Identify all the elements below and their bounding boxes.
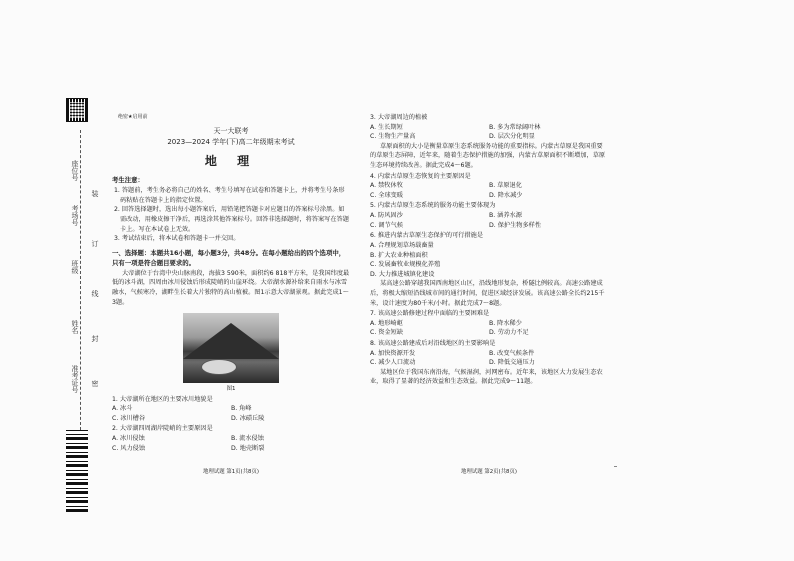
binding-label-name: 姓名 [71, 320, 79, 334]
question-options [370, 181, 608, 200]
passage: 草原面积的大小是衡量草原生态系统服务功能的重要指标。内蒙古草原是我国重要的草原生态屏障，近年来，随着生态保护措施的加强，内蒙古草原面积不断增加，草原生态环境持续改善。据此完成4～6题。 [370, 142, 606, 170]
option: A. 加快资源开发 [370, 349, 416, 357]
page-footer-right: 地理试题 第2页(共8页) [461, 469, 517, 475]
lake-shape [201, 359, 237, 375]
question-options [370, 319, 608, 338]
option: D. 大力推进城镇化建设 [370, 270, 435, 278]
option: B. 涵养水源 [489, 212, 522, 220]
note-item: 1. 答题前，考生务必将自己的姓名、考生号填写在试卷和答题卡上，并将考生号条形码粘贴在答题卡上的指定位置。 [114, 187, 345, 204]
option: A. 生长期短 [370, 123, 403, 131]
figure-photo [183, 313, 279, 383]
passage: 大帝湖位于台湾中央山脉南段，海拔3 590米，面积约6 818平方米，是我国纬度最低的冰斗湖，四周由冰川侵蚀后形成陡峭的山崖环绕。大帝湖水源补给来自雨水与冰雪融水，气候寒冷，湖畔生长着大片独特的高山植被。图1示意大帝湖景观。据此完成1～3题。 [112, 269, 350, 306]
option: D. 地壳断裂 [231, 444, 265, 452]
option: D. 冰碛丘陵 [231, 414, 265, 422]
qr-code [66, 98, 88, 122]
option: A. 合理规划草场载畜量 [370, 241, 434, 249]
section-heading: 一、选择题：本题共16小题，每小题3分，共48分。在每小题给出的四个选项中，只有一项是符合题目要求的。 [112, 248, 346, 267]
subject-title: 地 理 [204, 153, 258, 168]
question-options [370, 241, 608, 279]
option: C. 资金短缺 [370, 329, 404, 337]
barcode [66, 430, 88, 512]
question-stem: 6. 推进内蒙古草原生态保护的可行措施是 [370, 232, 484, 240]
exam-year: 2023—2024 学年(下)高二年级期末考试 [167, 137, 295, 146]
question-stem: 7. 该高速公路修建过程中面临的主要困难是 [370, 310, 490, 318]
option: C. 生物生产量高 [370, 133, 416, 141]
option: B. 草原退化 [489, 182, 522, 190]
binding-label-id: 准考证号 [71, 365, 79, 393]
passage: 某地区位于我国东南沿海，气候湿润，河网密布。近年来，该地区大力发展生态农业，取得了显著的经济效益和生态效益。据此完成9～11题。 [370, 368, 603, 386]
option: B. 多为常绿阔叶林 [489, 123, 541, 131]
question-stem: 4. 内蒙古草原生态恢复的主要原因是 [370, 172, 471, 180]
option: C. 减少人口流动 [370, 359, 416, 367]
option: A. 禁牧休牧 [370, 182, 403, 190]
option: B. 降水稀少 [489, 319, 522, 327]
option: D. 层次分化明显 [489, 133, 535, 141]
question-stem: 1. 大帝湖所在地区的主要冰川地貌是 [112, 395, 213, 403]
option: D. 降低交通压力 [489, 359, 535, 367]
binding-word: 封 [91, 335, 99, 342]
option: A. 冰斗 [112, 405, 133, 413]
binding-label-seat: 座位号 [71, 160, 79, 181]
option: A. 冰川侵蚀 [112, 435, 145, 443]
option: C. 冰川槽谷 [112, 414, 146, 422]
option: B. 改变气候条件 [489, 349, 535, 357]
notes-title: 考生注意： [112, 176, 144, 185]
question-options [370, 349, 608, 368]
binding-label-room: 考场号 [71, 205, 79, 226]
figure-caption: 图1 [226, 386, 236, 393]
exam-name: 天一大联考 [213, 127, 249, 135]
option: A. 防风固沙 [370, 212, 403, 220]
binding-word: 装 [91, 190, 99, 197]
binding-word: 密 [91, 380, 99, 387]
option: C. 调节气候 [370, 221, 404, 229]
binding-word: 线 [91, 290, 99, 297]
passage: 某高速公路穿越我国西南地区山区，沿线地形复杂，桥隧比例较高。高速公路建成后，将极大缩短沿线城市间的通行时间，促进区域经济发展。该高速公路全长约215千米，设计速度为80千米/小时。据此完成7～8题。 [370, 280, 605, 307]
binding-line [80, 130, 81, 430]
right-page [370, 112, 608, 387]
option: B. 扩大农业种植面积 [370, 251, 428, 259]
page-footer-left: 地理试题 第1页(共8页) [203, 469, 259, 475]
question-stem: 5. 内蒙古草原生态系统的服务功能主要体现为 [370, 202, 496, 210]
option: C. 发展畜牧业规模化养殖 [370, 261, 441, 269]
binding-label-class: 班级 [71, 260, 79, 274]
option: B. 角峰 [231, 405, 252, 413]
confidential-tag: 绝密★启用前 [118, 114, 148, 120]
question-stem: 8. 该高速公路建成后对沿线地区的主要影响是 [370, 340, 496, 348]
option: A. 地形崎岖 [370, 319, 403, 327]
scan-mark [614, 466, 617, 467]
option: D. 保护生物多样性 [489, 221, 542, 229]
question-options [370, 123, 608, 142]
note-item: 2. 回答选择题时，选出每小题答案后，用铅笔把答题卡对应题目的答案标号涂黑。如需改动，用橡皮擦干净后，再选涂其他答案标号。回答非选择题时，将答案写在答题卡上。写在本试卷上无效。 [114, 206, 349, 233]
left-page [112, 112, 350, 453]
question-options [370, 211, 608, 230]
binding-word: 订 [91, 240, 99, 247]
question-stem: 3. 大帝湖周边的植被 [370, 114, 428, 121]
option: C. 风力侵蚀 [112, 444, 146, 452]
option: D. 劳动力不足 [489, 329, 529, 337]
option: D. 降水减少 [489, 191, 523, 199]
option: B. 流水侵蚀 [231, 435, 264, 443]
question-options [112, 434, 350, 453]
mountain-shape [183, 323, 279, 359]
question-options [112, 404, 350, 423]
note-item: 3. 考试结束后，将本试卷和答题卡一并交回。 [114, 235, 240, 243]
option: C. 全球变暖 [370, 191, 404, 199]
question-stem: 2. 大帝湖四周湖岸陡峭的主要原因是 [112, 425, 213, 433]
